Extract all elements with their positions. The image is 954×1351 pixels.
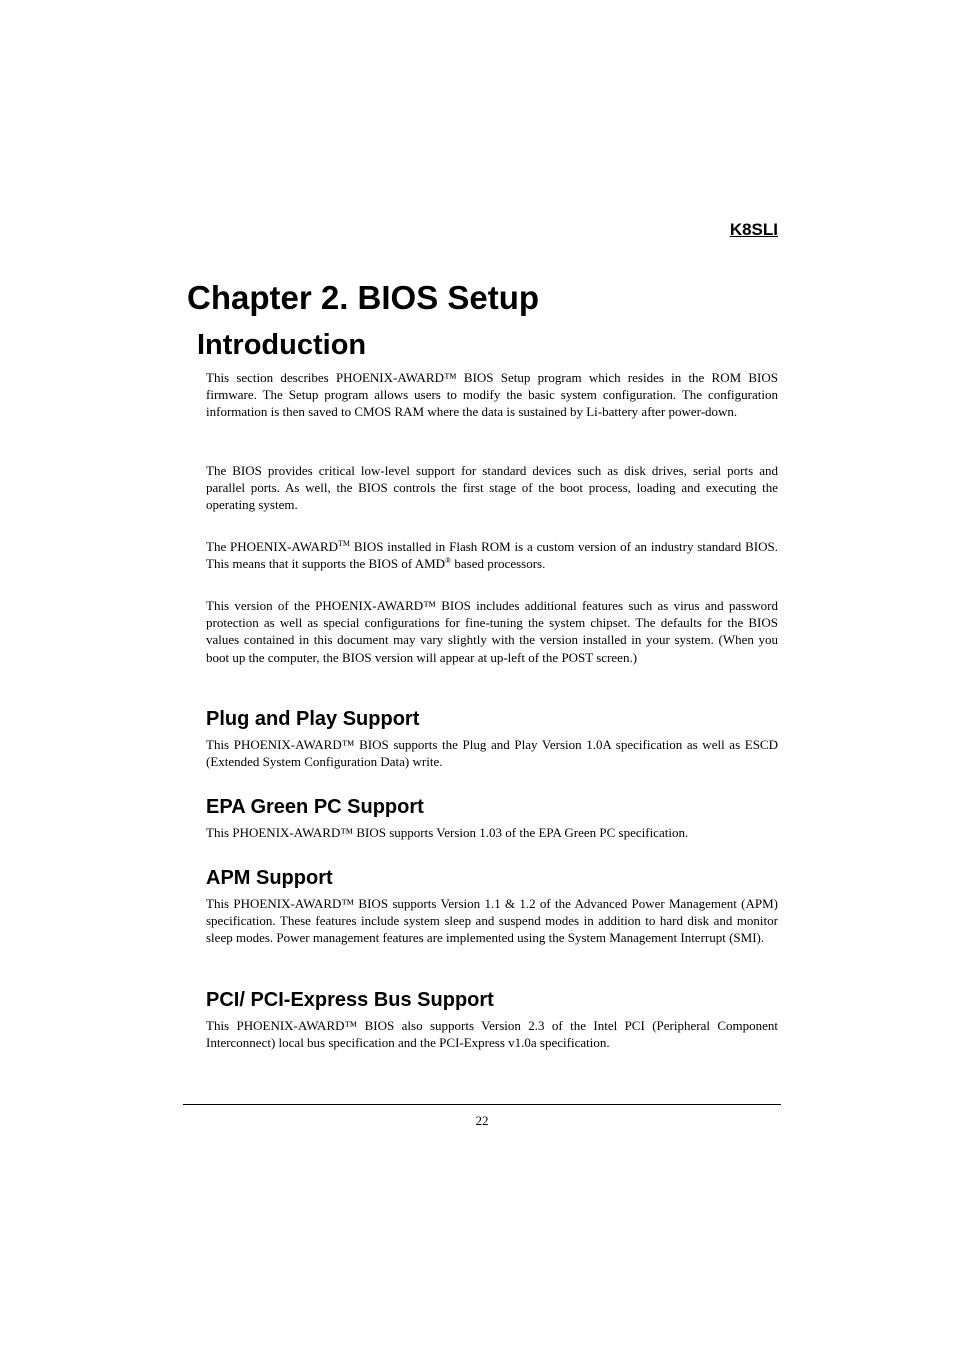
pci-heading: PCI/ PCI-Express Bus Support (206, 989, 494, 1011)
pnp-paragraph-text: This PHOENIX-AWARD™ BIOS supports the Plug and Play Version 1.0A specification as well as ESCD (Extended System Configuration Data) write. (206, 737, 778, 770)
intro-paragraph-3 (206, 538, 778, 572)
model-header: K8SLI (729, 220, 778, 239)
intro-paragraph-2 (206, 462, 778, 514)
epa-paragraph (206, 824, 778, 841)
intro-paragraph-2-text: The BIOS provides critical low-level support for standard devices such as disk drives, serial ports and parallel ports. As well, the BIOS controls the first stage of the boot process, loading and executing the operating system. (206, 463, 778, 513)
intro-paragraph-3-text (206, 538, 778, 572)
p3-part-b: BIOS installed in Flash ROM is a custom version of an industry standard BIOS. This means that it supports the BIOS of AMD (206, 539, 779, 572)
footer-divider (183, 1104, 781, 1105)
epa-paragraph-text: This PHOENIX-AWARD™ BIOS supports Version 1.03 of the EPA Green PC specification. (206, 825, 689, 840)
intro-paragraph-4-text: This version of the PHOENIX-AWARD™ BIOS includes additional features such as virus and password protection as well as special configurations for fine-tuning the system chipset. The defaults for the BIOS values contained in this document may vary slightly with the version installed in your system. (When you boot up the computer, the BIOS version will appear at up-left of the POST screen.) (206, 598, 778, 665)
p3-part-a: The PHOENIX-AWARD (206, 539, 339, 554)
pnp-paragraph (206, 736, 778, 770)
page-number: 22 (475, 1113, 489, 1128)
apm-paragraph (206, 895, 778, 947)
pci-paragraph-text: This PHOENIX-AWARD™ BIOS also supports Version 2.3 of the Intel PCI (Peripheral Component Interconnect) local bus specification and the PCI-Express v1.0a specification. (206, 1018, 778, 1051)
apm-paragraph-text: This PHOENIX-AWARD™ BIOS supports Version 1.1 & 1.2 of the Advanced Power Management (APM) specification. These features include system sleep and suspend modes in addition to hard disk and monitor sleep modes. Power management features are implemented using the System Management Interrupt (SMI). (206, 896, 778, 946)
intro-paragraph-4 (206, 597, 778, 666)
apm-heading: APM Support (206, 867, 333, 889)
pci-paragraph (206, 1017, 778, 1051)
p3-part-c: based processors. (451, 556, 546, 572)
chapter-title: Chapter 2. BIOS Setup (187, 279, 540, 316)
introduction-heading: Introduction (197, 329, 367, 361)
pnp-heading: Plug and Play Support (206, 708, 420, 730)
registered-mark: ® (445, 556, 452, 566)
epa-heading: EPA Green PC Support (206, 796, 424, 818)
intro-paragraph-1-text: This section describes PHOENIX-AWARD™ BIOS Setup program which resides in the ROM BIOS firmware. The Setup program allows users to modify the basic system configuration. The configuration information is then saved to CMOS RAM where the data is sustained by Li-battery after power-down. (206, 370, 778, 420)
intro-paragraph-1 (206, 369, 778, 421)
trademark-mark: TM (338, 539, 351, 548)
